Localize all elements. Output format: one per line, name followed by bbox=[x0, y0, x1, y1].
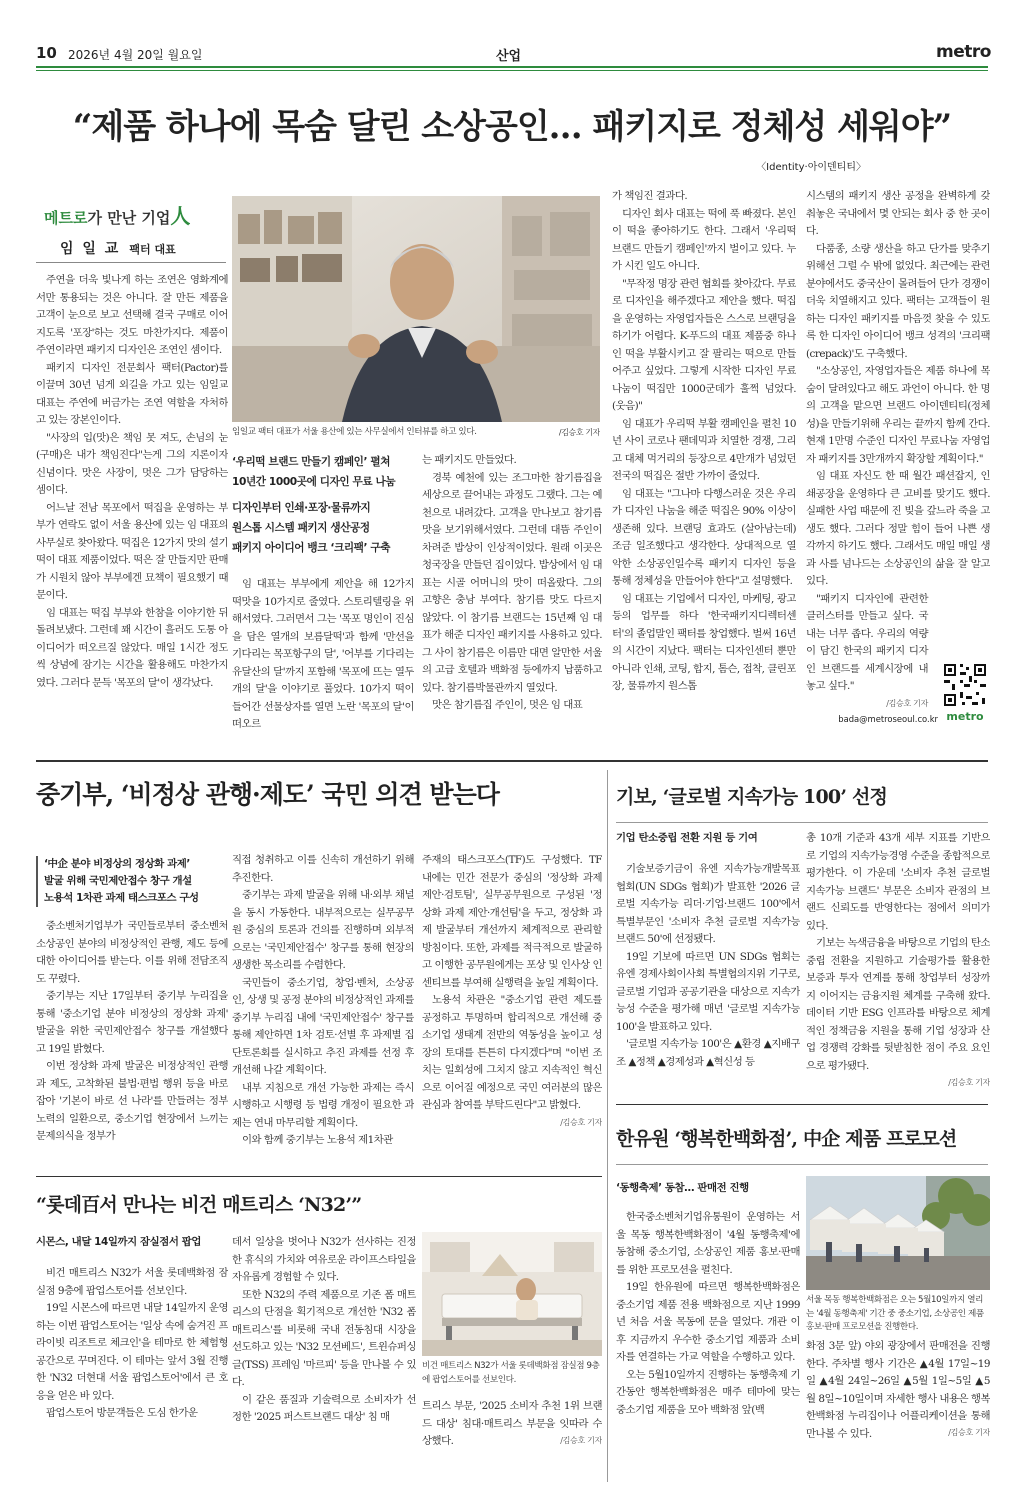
paragraph: 데서 일상을 벗어나 N32가 선사하는 진정한 휴식의 가치와 여유로운 라이프스타일을 자유롭게 경험할 수 있다. bbox=[232, 1236, 416, 1283]
top-subheads bbox=[232, 452, 414, 570]
page-number: 10 bbox=[36, 44, 57, 62]
paragraph: 비건 매트리스 N32가 서울 롯데백화점 잠실점 9층에 팝업스토어를 선보인다. bbox=[36, 1267, 228, 1297]
interviewee-title: 팩터 대표 bbox=[129, 243, 176, 256]
reporter-email: bada@metroseoul.co.kr bbox=[838, 714, 938, 724]
series-label-text: 가 만난 기업 bbox=[87, 209, 171, 226]
paragraph: 총 10개 기준과 43개 세부 지표를 기반으로 기업의 지속가능경영 수준을 종합적으로 평가한다. 이 가운데 '소비자 추천 글로벌 지속가능 브랜드' 부문은 소비자 관점의 브랜드 신뢰도를 반영한다는 점에서 의미가 있다. bbox=[806, 832, 990, 932]
paragraph: "무작정 명장 관련 협회를 찾아갔다. 무료로 디자인을 해주겠다고 제안을 했다. 떡집을 운영하는 자영업자들은 스스로 브랜딩을 하기가 어렵다. K-푸드의 대표 제품중 하나인 떡을 부활시키고 잘 팔리는 떡으로 만들어주고 싶었다. 그렇게 시작한 디자인 무료나눔이 떡집만 1000군데가 훌쩍 넘었다.(웃음)" bbox=[612, 277, 796, 412]
paragraph: 중기부는 과제 발굴을 위해 내·외부 채널을 동시 가동한다. 내부적으로는 실무공무원 중심의 토론과 건의를 진행하며 외부적으로는 '국민제안접수' 창구를 통해 현장의 생생한 목소리를 수렴한다. bbox=[232, 889, 414, 971]
paragraph: 주재의 태스크포스(TF)도 구성했다. TF 내에는 민간 전문가 중심의 '정상화 과제 제안·검토팀', 실무공무원으로 구성된 '정상화 과제 제안·개선팀'을 두고, 정상화 과제 발굴부터 개선까지 체계적으로 관리할 방침이다. 또한, 과제를 적극적으로 발굴하고 이행한 공무원에게는 포상 및 인사상 인센티브를 부여해 실행력을 높일 계획이다. bbox=[422, 854, 602, 989]
bottom-left-col2 bbox=[232, 1234, 416, 1480]
paragraph: 한국중소벤처기업유통원이 운영하는 서울 목동 행복한백화점이 '4월 동행축제'에 동참해 중소기업, 소상공인 제품 홍보·판매를 위한 프로모션을 펼친다. bbox=[616, 1211, 800, 1276]
series-rule bbox=[36, 262, 226, 263]
byline: /김승호 기자 bbox=[886, 698, 928, 708]
paragraph: 이 같은 품질과 기술력으로 소비자가 선정한 '2025 퍼스트브랜드 대상' 침 매 bbox=[232, 1393, 416, 1423]
market-photo bbox=[806, 1176, 990, 1290]
bottom-left-subhead: 시몬스, 내달 14일까지 잠실점서 팝업 bbox=[36, 1236, 201, 1248]
top-story-rule bbox=[36, 760, 988, 762]
paragraph: 이번 정상화 과제 발굴은 비정상적인 관행과 제도, 고착화된 불법·편법 행위 등을 바로잡아 '기본이 바로 선 나라'를 만들려는 정부 노력의 일환으로, 중소기업 현장에서 느끼는 문제의식을 정부가 bbox=[36, 1060, 228, 1142]
subhead-line: 발굴 위해 국민제안접수 창구 개설 bbox=[44, 875, 192, 887]
mid-left-headline: 중기부, ‘비정상 관행·제도’ 국민 의견 받는다 bbox=[36, 780, 499, 809]
top-headline: “제품 하나에 목숨 달린 소상공인… 패키지로 정체성 세워야” bbox=[72, 107, 952, 147]
paragraph: 또한 N32의 주력 제품으로 기존 폼 매트리스의 단점을 획기적으로 개선한 'N32 폼 매트리스'를 비롯해 국내 전동침대 시장을 선도하고 있는 'N32 모션베드', 트윈슈퍼싱글(TSS) 프레임 '마르피' 등을 만나볼 수 있다. bbox=[232, 1288, 416, 1388]
header-rule-2 bbox=[36, 70, 988, 71]
qr-code-icon bbox=[942, 662, 988, 708]
paragraph: 19일 시몬스에 따르면 내달 14일까지 운영하는 이번 팝업스토어는 '일상 속에 숨겨진 프라이빗 리조트로 체크인'을 테마로 한 체험형 공간으로 꾸며진다. 이 테마는 앞서 3월 진행한 'N32 더현대 서울 팝업스토어'에서 큰 호응을 얻은 바 있다. bbox=[36, 1302, 228, 1402]
paragraph: 임 대표는 부부에게 제안을 해 12가지 떡맛을 10가지로 줄였다. 스토리텔링을 위해서였다. 그러면서 그는 '목포 명인이 진심을 담은 열개의 보름달떡'과 함께 '만선을 기다리는 목포항구의 달', '어부를 기다리는 유달산의 달'까지 포함해 '목포에 뜨는 열두개의 달'을 이야기로 풀었다. 10가지 떡이 들어간 선물상자를 열면 노란 '목포의 달'이 떠오르 bbox=[232, 578, 414, 730]
top-col1 bbox=[36, 272, 228, 744]
interview-photo-caption bbox=[232, 426, 600, 440]
issue-date: 2026년 4월 20일 월요일 bbox=[68, 48, 203, 62]
bottom-left-headline: “롯데百서 만나는 비건 매트리스 ‘N32’” bbox=[36, 1194, 362, 1216]
paragraph: 임 대표 자신도 한 때 월간 패션잡지, 인쇄공장을 운영하다 큰 고비를 맞기도 했다. 실패한 사업 때문에 진 빚을 갚느라 죽을 고생도 했다. 그러다 정말 힘이 들어 나쁜 생각까지 하기도 했다. 그래서도 매일 매일 생과 사를 넘나드는 소상공인의 삶을 잘 알고 있다. bbox=[806, 470, 990, 587]
bottom-right-col2 bbox=[806, 1338, 990, 1480]
paragraph: 직접 청취하고 이를 신속히 개선하기 위해 추진한다. bbox=[232, 854, 414, 884]
paragraph: 팝업스토어 방문객들은 도심 한가운 bbox=[46, 1407, 198, 1419]
mid-right-rule bbox=[616, 822, 988, 823]
mid-right-headline: 기보, ‘글로벌 지속가능 100’ 선정 bbox=[616, 786, 888, 808]
qr-metro-logo: metro bbox=[946, 710, 984, 723]
series-label-person: 人 bbox=[170, 204, 191, 226]
mid-left-bottom-rule bbox=[36, 1176, 602, 1177]
paragraph: 주연을 더욱 빛나게 하는 조연은 영화계에서만 통용되는 것은 아니다. 잘 만든 제품을 고객이 눈으로 보고 선택해 결국 구매로 이어지도록 '포장'하는 것도 마찬가지다. 제품이 주연이라면 패키지 디자인은 조연인 셈이다. bbox=[36, 274, 228, 356]
market-photo-art bbox=[806, 1176, 990, 1290]
paragraph: 내부 지침으로 개선 가능한 과제는 즉시 시행하고 시행령 등 법령 개정이 필요한 과제는 연내 마무리할 계획이다. bbox=[232, 1081, 414, 1129]
interviewee-name: 임 일 교 bbox=[60, 241, 121, 257]
subhead-line: 디자인부터 인쇄·포장·물류까지 bbox=[232, 502, 371, 514]
paragraph: 임 대표는 "그나마 다행스러운 것은 우리가 디자인 나눔을 해준 떡집은 90% 이상이 생존해 있다. 브랜딩 효과도 (살아남는데) 조금 일조했다고 생각한다. 상대적으로 열악한 소상공인일수록 패키지 디자인 등을 통해 정체성을 만들어야 한다"고 설명했다. bbox=[612, 487, 796, 587]
paragraph: "패키지 디자인에 관련한 클러스터를 만들고 싶다. 국내는 너무 좁다. 우리의 역량이 담긴 한국의 패키지 디자인 브랜드를 세계시장에 내놓고 싶다." bbox=[806, 592, 928, 692]
subhead-line: ‘中企 분야 비정상의 정상화 과제’ bbox=[44, 858, 190, 870]
paragraph: 이와 함께 중기부는 노용석 제1차관 bbox=[242, 1134, 393, 1146]
paragraph: 기술보증기금이 유엔 지속가능개발목표 협회(UN SDGs 협회)가 발표한 '2026 글로벌 지속가능 리더·기업·브랜드 100'에서 특별부문인 '소비자 추천 글로벌 지속가능 브랜드 50'에 선정됐다. bbox=[616, 863, 800, 945]
mid-right-subhead: 기업 탄소중립 전환 지원 등 기여 bbox=[616, 832, 758, 844]
bottom-right-col1 bbox=[616, 1180, 800, 1480]
bottom-right-rule bbox=[616, 1164, 988, 1165]
top-col5 bbox=[806, 188, 990, 708]
series-label bbox=[44, 200, 224, 226]
top-col3 bbox=[422, 452, 602, 744]
subhead-line: 10년간 1000곳에 디자인 무료 나눔 bbox=[232, 476, 396, 488]
caption-credit: /김승호 기자 bbox=[558, 428, 600, 437]
paragraph: 국민들이 중소기업, 창업·벤처, 소상공인, 상생 및 공정 분야의 비정상적인 과제를 중기부 누리집 내에 '국민제안접수' 창구를 통해 제안하면 1차 검토·선별 후 과제별 집단토론회를 실시하고 추진 과제를 선정 후 개선해 나갈 계획이다. bbox=[232, 976, 414, 1076]
paragraph: 맛은 참기름집 주인이, 멋은 임 대표 bbox=[432, 699, 583, 711]
paragraph: 경북 예천에 있는 조그마한 참기름집을 세상으로 끌어내는 과정도 그랬다. 그는 예천으로 내려갔다. 고객을 만나보고 참기름 맛을 보기위해서였다. 그런데 대뜸 주인이 차려준 밥상이 인상적이었다. 원래 이곳은 청국장을 만들던 집이었다. 밥상에서 임 대표는 시골 어머니의 맛이 떠올랐다. 그의 고향은 충남 부여다. 참기름 맛도 다르지 않았다. 이 참기름 브랜드는 15년째 임 대표가 해준 디자인 패키지를 사용하고 있다. 그 사이 참기름은 이름만 대면 알만한 서울의 고급 호텔과 백화점 등에까지 납품하고 있다. 참기름박물관까지 열었다. bbox=[422, 471, 602, 694]
subhead-line: ‘우리떡 브랜드 만들기 캠페인’ 펼쳐 bbox=[232, 456, 391, 468]
qr-code bbox=[942, 662, 988, 708]
subhead-line: 원스톱 시스템 패키지 생산공정 bbox=[232, 522, 370, 534]
paragraph: 오는 5월10일까지 진행하는 동행축제 기간동안 행복한백화점은 매주 테마에 맞는 중소기업 제품을 모아 백화점 앞(백 bbox=[616, 1368, 800, 1416]
paragraph: '글로벌 지속가능 100'은 ▲환경 ▲지배구조 ▲정책 ▲경제성과 ▲혁신성 등 bbox=[616, 1038, 800, 1068]
byline: /김승호 기자 bbox=[948, 1078, 990, 1087]
column-divider bbox=[607, 770, 608, 1482]
mid-right-col2 bbox=[806, 830, 990, 1090]
market-photo-caption: 서울 목동 행복한백화점은 오는 5월10일까지 열리는 '4월 동행축제' 기간 중 중소기업, 소상공인 제품 홍보·판매 프로모션을 진행한다. bbox=[806, 1295, 984, 1332]
bottom-right-headline bbox=[616, 1124, 988, 1154]
mattress-photo-caption: 비건 매트리스 N32가 서울 롯데백화점 잠실점 9층에 팝업스토어를 선보인다. bbox=[422, 1361, 600, 1385]
paragraph: 패키지 디자인 전문회사 팩터(Pactor)를 이끌며 30년 넘게 외길을 가고 있는 임일교 대표는 주연에 버금가는 조연 역할을 자처하고 있는 장본인이다. bbox=[36, 361, 228, 426]
paragraph: 시스템의 패키지 생산 공정을 완벽하게 갖춰놓은 국내에서 몇 안되는 회사 중 한 곳이다. bbox=[806, 190, 990, 237]
mattress-photo-art bbox=[422, 1232, 602, 1356]
paragraph: 19일 기보에 따르면 UN SDGs 협회는 유엔 경제사회이사회 특별협의지위 기구로, 글로벌 기업과 공공기관을 대상으로 지속가능성 수준을 평가해 매년 '글로벌 지속가능 100'을 발표하고 있다. bbox=[616, 950, 800, 1033]
bottom-left-col3 bbox=[422, 1398, 602, 1480]
paragraph: 기보는 녹색금융을 바탕으로 기업의 탄소중립 전환을 지원하고 기술평가를 활용한 보증과 투자 연계를 통해 창업부터 성장까지 이어지는 금융지원 체계를 구축해 왔다. 데이터 기반 ESG 인프라를 바탕으로 체계적인 정책금융 지원을 통해 기업 성장과 산업 경쟁력 강화를 뒷받침한 점이 주요 요인으로 평가됐다. bbox=[806, 937, 990, 1072]
paragraph: 는 패키지도 만들었다. bbox=[422, 454, 517, 466]
mid-left-col3 bbox=[422, 852, 602, 1162]
interviewee-line bbox=[60, 238, 230, 258]
headline-part: 한유원 ‘행복한백화점’, bbox=[616, 1128, 804, 1150]
paragraph: "소상공인, 자영업자들은 제품 하나에 목숨이 달려있다고 해도 과언이 아니다. 한 명의 고객을 맡으면 브랜드 아이덴티티(정체성)을 만들기위해 우리는 끝까지 함께 간다. 현재 1만명 수준인 디자인 무료나눔 자영업자 패키지를 3만개까지 확장할 계획이다." bbox=[806, 365, 990, 465]
top-col4 bbox=[612, 188, 796, 744]
mid-left-col1 bbox=[36, 918, 228, 1162]
paragraph: 노용석 차관은 "중소기업 관련 제도를 공정하고 투명하며 합리적으로 개선해 중소기업 생태계 전반의 역동성을 높이고 성장의 토대를 튼튼히 다지겠다"며 "이번 조치는 일회성에 그치지 않고 지속적인 혁신으로 이어질 예정으로 국민 여러분의 많은 관심과 참여를 부탁드린다"고 밝혔다. bbox=[422, 994, 602, 1111]
mid-right-bottom-rule bbox=[616, 1104, 988, 1105]
section-name: 산업 bbox=[496, 49, 522, 64]
paragraph: 다품종, 소량 생산을 하고 단가를 맞추기위해선 그럴 수 밖에 없었다. 최근에는 관련 분야에서도 중국산이 몰려들어 단가 경쟁이 더욱 치열해지고 있다. 팩터는 고객들이 원하는 디자인 패키지를 마음껏 찾을 수 있도록 한 디자인 아이디어 뱅크 성격의 '크리팩(crepack)'도 구축했다. bbox=[806, 242, 990, 360]
paragraph: "사장의 입(맛)은 책임 못 져도, 손님의 눈(구매)은 내가 책임진다"는게 그의 지론이자 신념이다. 맛은 사장이, 멋은 그가 담당하는 셈이다. bbox=[36, 431, 228, 496]
headline-part: 제품 프로모션 bbox=[839, 1128, 957, 1150]
interview-photo bbox=[232, 196, 600, 422]
metro-logo: metro bbox=[936, 42, 991, 62]
interview-photo-art bbox=[232, 196, 600, 422]
mattress-photo bbox=[422, 1232, 602, 1356]
mid-left-col2 bbox=[232, 852, 414, 1162]
paragraph: 중기부는 지난 17일부터 중기부 누리집을 통해 '중소기업 분야 비정상의 정상화 과제' 발굴을 위한 국민제안접수 창구를 개설했다고 19일 밝혔다. bbox=[36, 990, 228, 1055]
mid-right-col1 bbox=[616, 830, 800, 1090]
bottom-left-col1 bbox=[36, 1234, 228, 1480]
byline: /김승호 기자 bbox=[560, 1435, 602, 1445]
mid-left-subheads bbox=[36, 856, 228, 907]
paragraph: 임 대표가 우리떡 부활 캠페인을 펼친 10년 사이 코로나 팬데믹과 치열한 경쟁, 그리고 대체 먹거리의 등장으로 4만개가 넘었던 전국의 떡집은 절반 가까이 줄었다. bbox=[612, 417, 796, 482]
byline: /김승호 기자 bbox=[948, 1428, 990, 1437]
page-header bbox=[0, 0, 1024, 70]
paragraph: 임 대표는 기업에서 디자인, 마케팅, 광고 등의 업무를 하다 '한국패키지디렉터센터'의 졸업말인 팩터를 창업했다. 벌써 16년의 시간이 지났다. 팩터는 디자인센터 뿐만 아니라 인쇄, 코팅, 합지, 톰슨, 접착, 클린포장, 물류까지 원스톱 bbox=[612, 592, 796, 692]
headline-part: 中企 bbox=[803, 1128, 840, 1150]
paragraph: 어느날 전남 목포에서 떡집을 운영하는 부부가 연락도 없이 서울 용산에 있는 임 대표의 사무실로 찾아왔다. 떡집은 12가지 맛의 설기떡이 대표 제품이었다. 떡은 잘 만들지만 판매가 시원치 않아 부부에겐 묘책이 필요했기 때문이다. bbox=[36, 501, 228, 601]
paragraph: 19일 한유원에 따르면 행복한백화점은 중소기업 제품 전용 백화점으로 지난 1999년 처음 서울 목동에 문을 열었다. 개관 이후 지금까지 우수한 중소기업 제품과 소비자를 연결하는 가교 역할을 수행하고 있다. bbox=[616, 1281, 800, 1363]
paragraph: 디자인 회사 대표는 떡에 푹 빠졌다. 본인이 떡을 좋아하기도 한다. 그래서 '우리떡 브랜드 만들기 캠페인'까지 벌이고 있다. 누가 시킨 일도 아니다. bbox=[612, 207, 796, 272]
bottom-right-subhead: ‘동행축제’ 동참… 판매전 진행 bbox=[616, 1182, 749, 1194]
series-label-metro: 메트로 bbox=[44, 209, 88, 226]
headline-note: 〈Identity·아이덴티티〉 bbox=[756, 162, 866, 173]
paragraph: 트리스 부문, '2025 소비자 추천 1위 브랜드 대상' 침대·매트리스 부문을 잇따라 수상했다. bbox=[422, 1400, 602, 1447]
paragraph: 가 책임진 결과다. bbox=[612, 190, 688, 202]
paragraph: 임 대표는 떡집 부부와 한참을 이야기한 뒤 돌려보냈다. 그런데 꽤 시간이 흘러도 도통 아이디어가 떠오르질 않았다. 매일 1시간 정도씩 상념에 잠기는 시간을 활용해도 마찬가지였다. 그러다 문득 '목포의 달'이 생각났다. bbox=[36, 606, 228, 689]
paragraph: 중소벤처기업부가 국민들로부터 중소벤처소상공인 분야의 비정상적인 관행, 제도 등에 대한 아이디어를 받는다. 이를 위해 전담조직도 꾸렸다. bbox=[36, 920, 228, 985]
paragraph: 화점 3문 앞) 야외 광장에서 판매전을 진행한다. 주차별 행사 기간은 ▲4월 17일~19일 ▲4월 24일~26일 ▲5월 1일~5일 ▲5월 8일~10일이며 자세한 행사 내용은 행복한백화점 누리집이나 어플리케이션을 통해 만나볼 수 있다. bbox=[806, 1340, 990, 1440]
subhead-line: 노용석 1차관 과제 태스크포스 구성 bbox=[44, 892, 199, 904]
byline: /김승호 기자 bbox=[560, 1117, 602, 1127]
subhead-line: 패키지 아이디어 뱅크 ‘크리팩’ 구축 bbox=[232, 542, 391, 554]
header-rule bbox=[36, 66, 988, 68]
top-col2 bbox=[232, 576, 414, 744]
caption-text: 임일교 팩터 대표가 서울 용산에 있는 사무실에서 인터뷰를 하고 있다. bbox=[232, 427, 477, 437]
